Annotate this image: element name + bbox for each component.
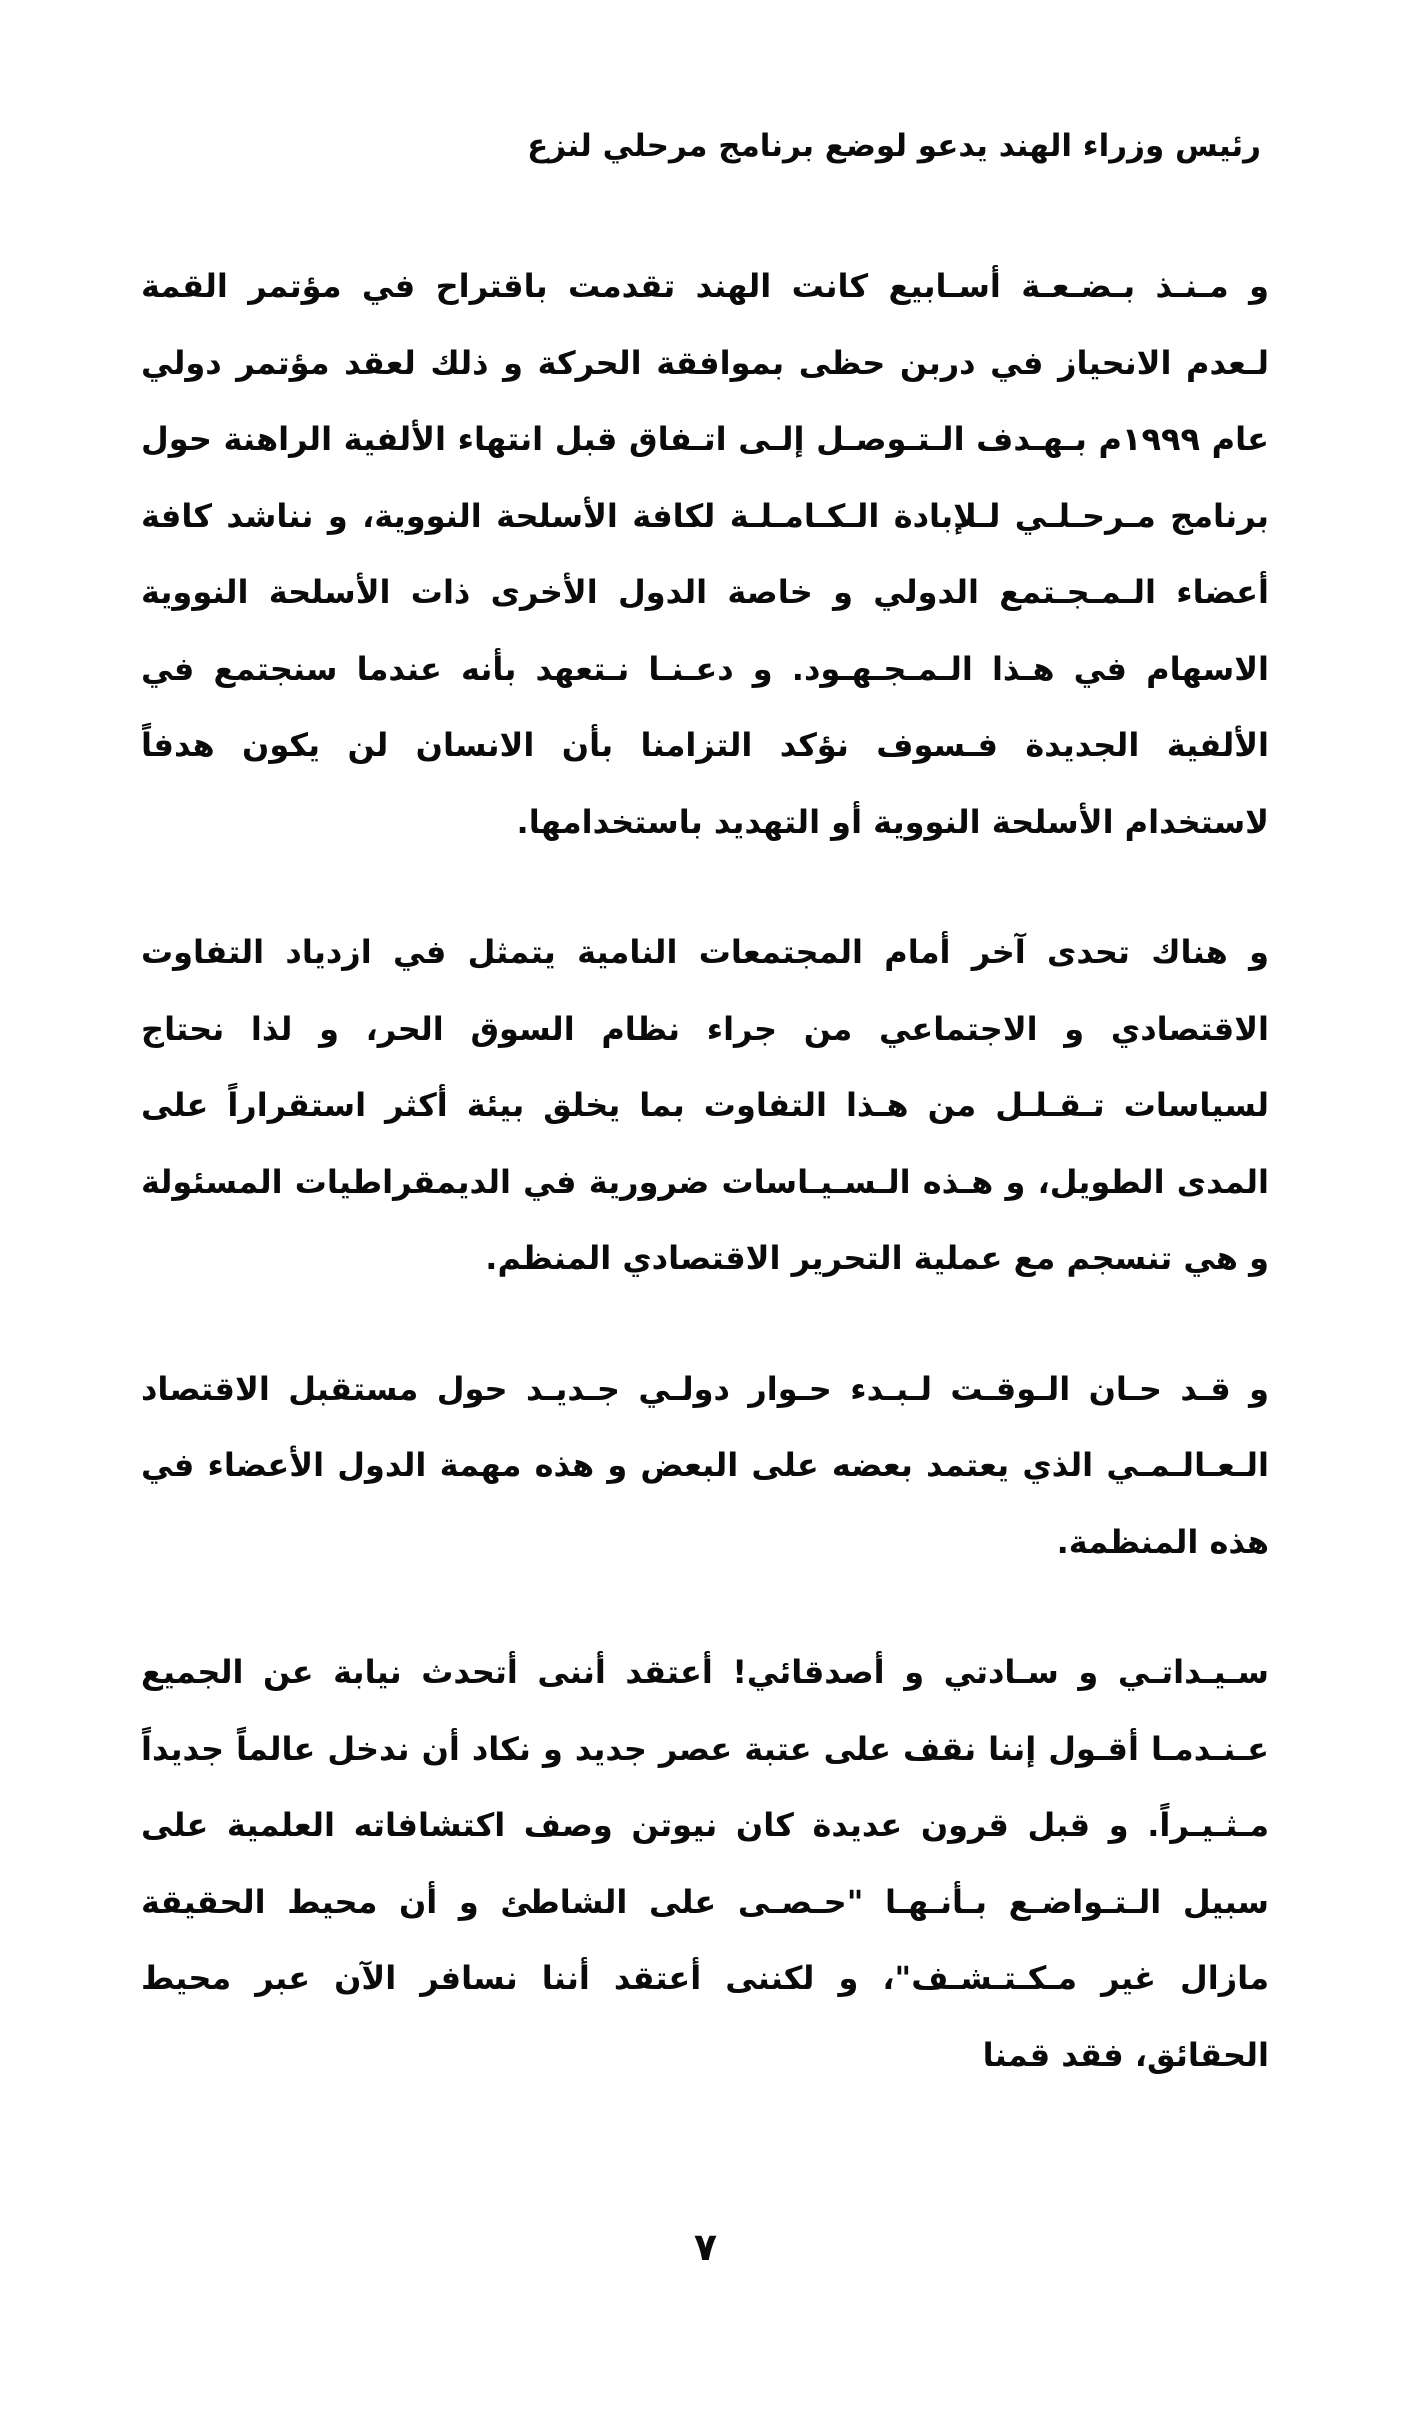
running-header: رئيس وزراء الهند يدعو لوضع برنامج مرحلي لنزع: [527, 128, 1261, 164]
paragraph-economic-disparity: و هناك تحدى آخر أمام المجتمعات النامية يتمثل في ازدياد التفاوت الاقتصادي و الاجتماعي من جراء نظام السوق الحر، و لذا نحتاج لسياسات تـقـلـل من هـذا التفاوت بما يخلق بيئة أكثر استقراراً على المدى الطويل، و هـذه الـسـيـاسات ضرورية في الديمقراطيات المسئولة و هي تنسجم مع عملية التحرير الاقتصادي المنظم.: [141, 933, 1269, 1277]
paragraph-closing-address: سـيـداتـي و سـادتي و أصدقائي! أعتقد أننى أتحدث نيابة عن الجميع عـنـدمـا أقـول إننا نقف على عتبة عصر جديد و نكاد أن ندخل عالماً جديداً مـثـيـراً. و قبل قرون عديدة كان نيوتن وصف اكتشافاته العلمية على سبيل الـتـواضـع بـأنـهـا "حـصـى على الشاطئ و أن محيط الحقيقة مازال غير مـكـتـشـف"، و لكننى أعتقد أننا نسافر الآن عبر محيط الحقائق، فقد قمنا: [141, 1653, 1269, 2074]
paragraph-nuclear-disarmament: و مـنـذ بـضـعـة أسـابيع كانت الهند تقدمت باقتراح في مؤتمر القمة لـعدم الانحياز في دربن حظى بموافقة الحركة و ذلك لعقد مؤتمر دولي عام ١٩٩٩م بـهـدف الـتـوصـل إلـى اتـفاق قبل انتهاء الألفية الراهنة حول برنامج مـرحـلـي لـلإبادة الـكـامـلـة لكافة الأسلحة النووية، و نناشد كافة أعضاء الـمـجـتمع الدولي و خاصة الدول الأخرى ذات الأسلحة النووية الاسهام في هـذا الـمـجـهـود. و دعـنـا نـتعهد بأنه عندما سنجتمع في الألفية الجديدة فـسوف نؤكد التزامنا بأن الانسان لن يكون هدفاً لاستخدام الأسلحة النووية أو التهديد باستخدامها.: [141, 267, 1270, 841]
paragraph-international-dialogue: و قـد حـان الـوقـت لـبـدء حـوار دولـي جـديـد حول مستقبل الاقتصاد الـعـالـمـي الذي يعتمد بعضه على البعض و هذه مهمة الدول الأعضاء في هذه المنظمة.: [141, 1369, 1269, 1561]
body-text: [141, 248, 1269, 2147]
page-number: ٧: [693, 2225, 718, 2269]
